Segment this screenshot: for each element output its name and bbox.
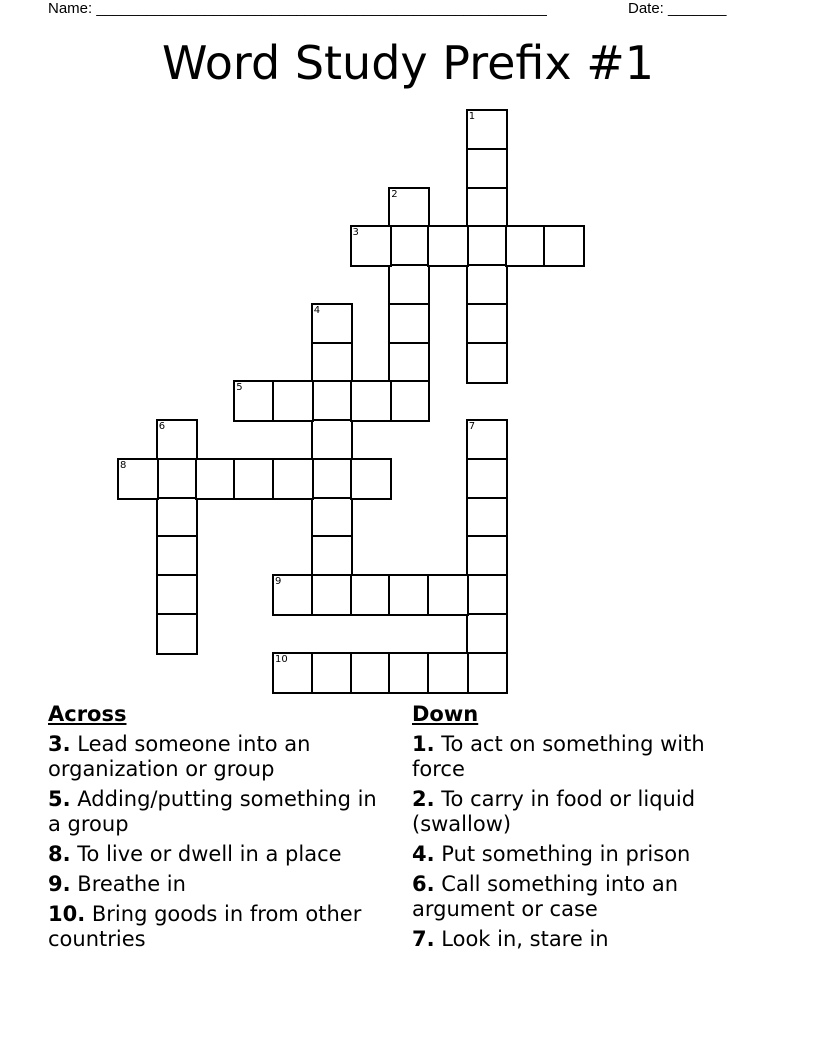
grid-cell[interactable] (427, 652, 469, 694)
clue-text: To live or dwell in a place (77, 842, 342, 866)
grid-cell[interactable] (466, 109, 508, 151)
grid-cell[interactable] (117, 458, 159, 500)
page-title: Word Study Prefix #1 (161, 36, 655, 90)
down-heading: Down (412, 702, 479, 726)
grid-cell[interactable] (466, 497, 508, 539)
grid-cell[interactable] (466, 225, 508, 267)
clue-across-5 (48, 787, 388, 837)
grid-cell[interactable] (311, 342, 353, 384)
clue-number: 2. (412, 787, 435, 811)
cell-number: 1 (468, 111, 476, 122)
clue-down-4 (412, 842, 752, 867)
clue-text: Put something in prison (441, 842, 691, 866)
grid-cell[interactable] (466, 652, 508, 694)
grid-cell[interactable] (466, 342, 508, 384)
cell-number: 6 (158, 421, 166, 432)
down-clues (412, 702, 752, 957)
grid-cell[interactable] (350, 652, 392, 694)
clue-number: 8. (48, 842, 71, 866)
grid-cell[interactable] (350, 574, 392, 616)
grid-cell[interactable] (156, 419, 198, 461)
cell-number: 9 (275, 576, 282, 587)
grid-cell[interactable] (311, 419, 353, 461)
grid-cell[interactable] (272, 458, 314, 500)
clue-text: To act on something with force (412, 732, 705, 781)
across-clues (48, 702, 388, 957)
clue-text: Look in, stare in (441, 927, 609, 951)
grid-cell[interactable] (156, 574, 198, 616)
grid-cell[interactable] (233, 458, 275, 500)
clue-across-8 (48, 842, 388, 867)
grid-cell[interactable] (427, 574, 469, 616)
clue-text: Lead someone into an organization or group (48, 732, 311, 781)
cell-number: 2 (391, 188, 398, 200)
grid-cell[interactable] (156, 458, 198, 500)
clue-number: 6. (412, 872, 435, 896)
grid-cell[interactable] (466, 419, 508, 461)
grid-cell[interactable] (156, 613, 198, 655)
clue-text: Bring goods in from other countries (48, 902, 362, 951)
grid-cell[interactable] (505, 225, 547, 267)
grid-cell[interactable] (388, 574, 430, 616)
grid-cell[interactable] (350, 458, 392, 500)
cell-number: 4 (313, 304, 321, 316)
grid-cell[interactable] (311, 458, 353, 500)
grid-cell[interactable] (311, 652, 353, 694)
clue-down-7 (412, 927, 752, 952)
clue-number: 7. (412, 927, 435, 951)
clue-number: 1. (412, 732, 435, 756)
cell-number: 3 (352, 227, 359, 239)
clue-text: Call something into an argument or case (412, 872, 679, 921)
name-field-label[interactable]: Name: ______________________________________________________ (48, 0, 547, 17)
clue-number: 3. (48, 732, 71, 756)
clue-down-6 (412, 872, 752, 922)
grid-cell[interactable] (311, 497, 353, 539)
grid-cell[interactable] (388, 303, 430, 345)
clue-text: Adding/putting something in a group (48, 787, 377, 836)
cell-number: 5 (236, 382, 243, 394)
grid-cell[interactable] (388, 264, 430, 306)
grid-cell[interactable] (466, 303, 508, 345)
cell-number: 10 (275, 653, 288, 665)
grid-cell[interactable] (388, 225, 430, 267)
grid-cell[interactable] (466, 264, 508, 306)
grid-cell[interactable] (388, 380, 430, 422)
grid-cell[interactable] (272, 380, 314, 422)
grid-cell[interactable] (311, 380, 353, 422)
grid-cell[interactable] (388, 187, 430, 229)
grid-cell[interactable] (388, 652, 430, 694)
grid-cell[interactable] (466, 187, 508, 229)
clue-number: 5. (48, 787, 71, 811)
grid-cell[interactable] (156, 535, 198, 577)
clue-text: Breathe in (77, 872, 186, 896)
grid-cell[interactable] (466, 574, 508, 616)
grid-cell[interactable] (233, 380, 275, 422)
grid-cell[interactable] (466, 148, 508, 190)
clue-down-1 (412, 732, 752, 782)
grid-cell[interactable] (272, 574, 314, 616)
grid-cell[interactable] (272, 652, 314, 694)
clue-down-2 (412, 787, 752, 837)
cell-number: 7 (468, 421, 476, 432)
grid-cell[interactable] (466, 535, 508, 577)
clue-number: 4. (412, 842, 435, 866)
grid-cell[interactable] (195, 458, 237, 500)
date-field-label[interactable]: Date: _______ (628, 0, 727, 17)
grid-cell[interactable] (350, 225, 392, 267)
grid-cell[interactable] (466, 613, 508, 655)
clue-number: 9. (48, 872, 71, 896)
grid-cell[interactable] (388, 342, 430, 384)
grid-cell[interactable] (156, 497, 198, 539)
grid-cell[interactable] (466, 458, 508, 500)
grid-cell[interactable] (311, 574, 353, 616)
clue-across-10 (48, 902, 388, 952)
cell-number: 8 (120, 459, 127, 471)
clue-across-3 (48, 732, 388, 782)
grid-cell[interactable] (350, 380, 392, 422)
clue-number: 10. (48, 902, 86, 926)
grid-cell[interactable] (311, 535, 353, 577)
across-heading: Across (48, 702, 127, 726)
grid-cell[interactable] (543, 225, 585, 267)
clue-text: To carry in food or liquid (swallow) (412, 787, 696, 836)
grid-cell[interactable] (427, 225, 469, 267)
grid-cell[interactable] (311, 303, 353, 345)
clue-across-9 (48, 872, 388, 897)
